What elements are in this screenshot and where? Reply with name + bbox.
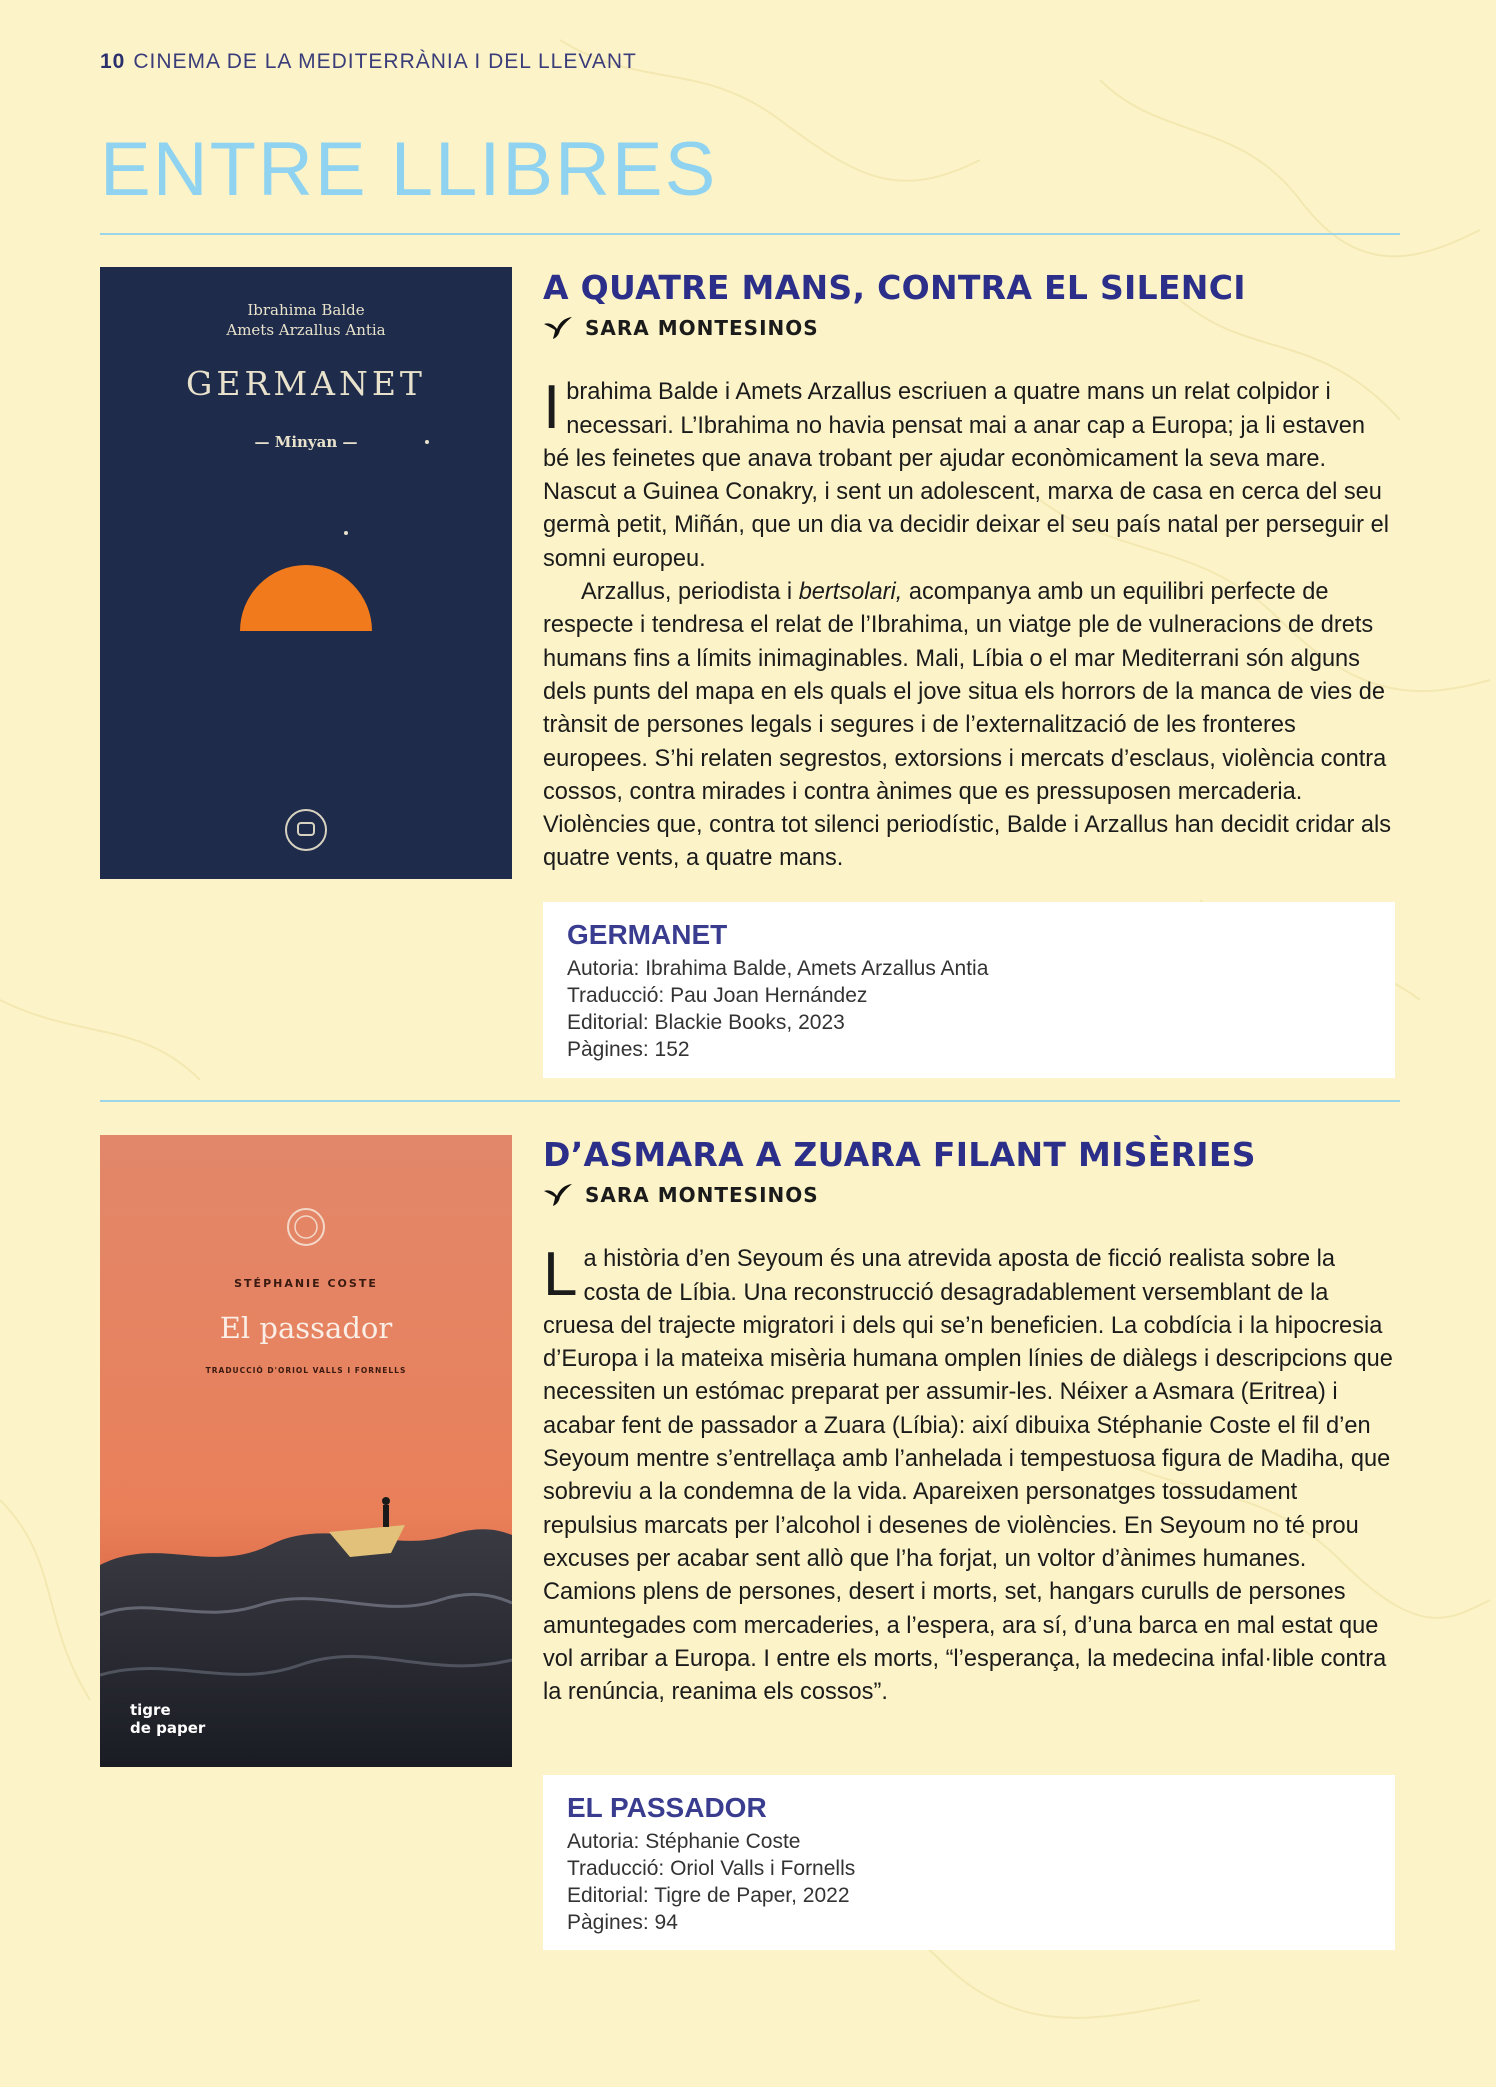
cover-art-germanet [100, 267, 512, 879]
figure-icon [383, 1505, 389, 1527]
cover-author-2: Amets Arzallus Antia [226, 321, 386, 339]
bird-icon [543, 1183, 573, 1207]
article-title: A QUATRE MANS, CONTRA EL SILENCI [543, 268, 1246, 307]
article-title: D’ASMARA A ZUARA FILANT MISÈRIES [543, 1135, 1256, 1174]
book-info-box [543, 1775, 1395, 1950]
page-number: 10 [100, 50, 126, 73]
cover-book-title: El passador [219, 1311, 393, 1345]
info-traduccio: Traducció: Oriol Valls i Fornells [567, 1856, 856, 1880]
bird-icon [543, 316, 573, 340]
sunset-icon [240, 565, 372, 631]
info-traduccio: Traducció: Pau Joan Hernández [567, 983, 868, 1007]
info-book-title: EL PASSADOR [567, 1792, 767, 1823]
author-name: SARA MONTESINOS [585, 316, 819, 341]
page-header [100, 50, 637, 74]
divider [100, 233, 1400, 235]
section-name: CINEMA DE LA MEDITERRÀNIA I DEL LLEVANT [133, 50, 637, 73]
info-autoria: Autoria: Stéphanie Coste [567, 1829, 801, 1853]
cover-publisher-2: de paper [130, 1719, 206, 1737]
article-body [543, 373, 1393, 875]
info-pagines: Pàgines: 94 [567, 1910, 678, 1934]
star-icon [425, 440, 429, 444]
article-1 [543, 270, 1393, 876]
divider [100, 1100, 1400, 1102]
dropcap: I [543, 373, 561, 443]
info-autoria: Autoria: Ibrahima Balde, Amets Arzallus Antia [567, 956, 989, 980]
cover-publisher-1: tigre [130, 1701, 171, 1719]
page-title: ENTRE LLIBRES [100, 127, 718, 212]
article-byline [543, 316, 1393, 340]
cover-book-title: GERMANET [186, 364, 426, 403]
info-editorial: Editorial: Tigre de Paper, 2022 [567, 1883, 850, 1907]
article-2 [543, 1137, 1393, 1709]
info-pagines: Pàgines: 152 [567, 1037, 690, 1061]
cover-author-1: Ibrahima Balde [247, 301, 365, 319]
paragraph: La història d’en Seyoum és una atrevida aposta de ficció realista sobre la costa de Líbia. Una reconstrucció desagradablement versemblant de la cruesa del trajecte migratori i dels qui se’n beneficien. La cobdícia i la hipocresia d’Europa i la mateixa misèria humana omplen línies de diàlegs i descripcions que necessiten un estómac preparat per assumir-les. Néixer a Asmara (Eritrea) i acabar fent de passador a Zuara (Líbia): així dibuixa Stéphanie Coste el fil d’en Seyoum mentre s’entrellaça amb l’anhelada i tempestuosa figura de Madiha, que sobreviu a la condemna de la vida. Apareixen personatges tossudament repulsius marcats per l’alcohol i desenes de violències. En Seyoum no té prou excuses per acabar sent allò que l’ha forjat, un voltor d’ànimes humanes. Camions plens de persones, desert i morts, set, hangars curulls de persones amuntegades com mercaderies, a l’espera, ara sí, d’una barca en mal estat que vol arribar a Europa. I entre els morts, “l’esperança, la medecina infal·lible contra la renúncia, reanima els cossos”. [543, 1240, 1393, 1706]
book-info-box [543, 902, 1395, 1078]
cover-subtitle: — Minyan — [254, 433, 358, 451]
info-editorial: Editorial: Blackie Books, 2023 [567, 1010, 845, 1034]
star-icon [344, 531, 348, 535]
author-name: SARA MONTESINOS [585, 1183, 819, 1208]
book-cover-el-passador [100, 1135, 512, 1767]
publisher-logo-icon [286, 810, 326, 850]
cover-author: STÉPHANIE COSTE [234, 1277, 378, 1290]
paragraph: Arzallus, periodista i bertsolari, acompanya amb un equilibri perfecte de respecte i tendresa el relat de l’Ibrahima, un viatge ple de vulneracions de drets humans fins a límits inimaginables. Mali, Líbia o el mar Mediterrani són alguns dels punts del mapa en els quals el jove situa els horrors de la manca de vies de trànsit de persones legals i segures i de l’externalització de les fronteres europees. S’hi relaten segrestos, extorsions i mercats d’esclaus, violència contra cossos, contra mirades i contra ànimes que es pressuposen mercaderia. Violències que, contra tot silenci periodístic, Balde i Arzallus han decidit cridar als quatre vents, a quatre mans. [543, 579, 1392, 872]
dropcap: L [543, 1240, 578, 1310]
paragraph: Ibrahima Balde i Amets Arzallus escriuen a quatre mans un relat colpidor i necessari. L’Ibrahima no havia pensat mai a anar cap a Europa; ja li estaven bé les feinetes que anava trobant per ajudar econòmicament la seva mare. Nascut a Guinea Conakry, i sent un adolescent, marxa de casa en cerca del seu germà petit, Miñán, que un dia va decidir deixar el seu país natal per perseguir el somni europeu. [543, 373, 1389, 572]
book-cover-germanet [100, 267, 512, 879]
info-book-title: GERMANET [567, 919, 728, 950]
article-byline [543, 1183, 1393, 1207]
cover-art-el-passador [100, 1135, 512, 1767]
article-body [543, 1240, 1393, 1709]
cover-translator: TRADUCCIÓ D'ORIOL VALLS I FORNELLS [205, 1366, 407, 1375]
